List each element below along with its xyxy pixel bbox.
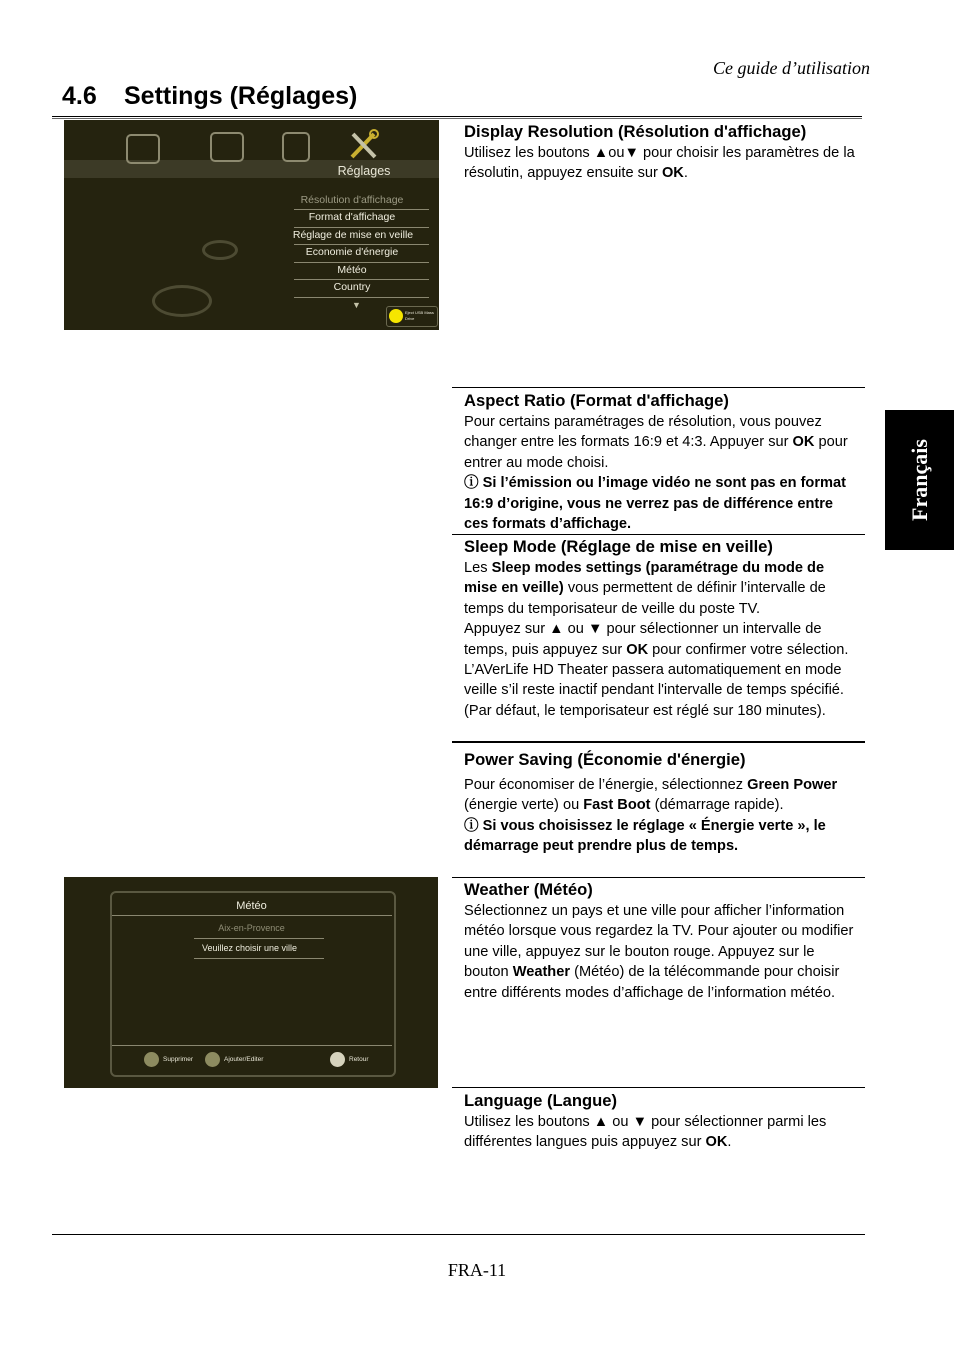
menu-item-sleep[interactable]: Réglage de mise en veille: [292, 229, 414, 241]
menu-divider: [294, 262, 429, 263]
tv-icon: [210, 132, 244, 162]
menu-divider: [294, 227, 429, 228]
menu-divider: [294, 209, 429, 210]
section-title: [62, 82, 357, 111]
section-rule: [452, 877, 865, 878]
aspect-ratio-note: ⓘ Si l’émission ou l’image vidéo ne sont pas en format 16:9 d’origine, vous ne verrez pas de différence entre ces formats d’affichage.: [464, 475, 846, 533]
language-text: Utilisez les boutons ▲ ou ▼ pour sélectionner parmi les différentes langues puis appuyez sur OK.: [464, 1114, 827, 1151]
weather-heading: Weather (Météo): [464, 880, 593, 899]
menu-item-resolution[interactable]: Résolution d'affichage: [300, 194, 404, 206]
weather-choose-city[interactable]: Veuillez choisir une ville: [202, 943, 298, 953]
back-button-icon[interactable]: [330, 1052, 345, 1067]
decorative-ring: [202, 240, 238, 260]
info-icon: ⓘ: [464, 475, 479, 492]
weather-section: [464, 879, 858, 1003]
aspect-ratio-section: [464, 390, 858, 534]
side-tab-label: Français: [906, 439, 932, 521]
eject-hint: [386, 306, 438, 327]
page-number: FRA-11: [447, 1260, 507, 1280]
menu-divider: [294, 297, 429, 298]
weather-panel-title: Météo: [236, 900, 267, 912]
sleep-mode-section: [464, 536, 858, 721]
sleep-mode-text-2: Appuyez sur ▲ ou ▼ pour sélectionner un intervalle de temps, puis appuyez sur OK pour confirmer votre sélection. L’AVerLife HD Theater passera automatiquement en mode veille s’il reste inactif pendant l'intervalle de temps spécifié. (Par défaut, le temporisateur est réglé sur 180 minutes).: [464, 621, 849, 719]
edit-button-icon[interactable]: [205, 1052, 220, 1067]
video-icon: [282, 132, 310, 162]
aspect-ratio-text: Pour certains paramétrages de résolution, vous pouvez changer entre les formats 16:9 et 4:3. Appuyer sur OK pour entrer au mode choisi.: [464, 414, 848, 471]
menu-divider: [294, 279, 429, 280]
down-arrow-icon: ▼: [624, 145, 639, 161]
language-section: [464, 1090, 858, 1153]
decorative-ring: [152, 285, 212, 317]
footer-divider: [112, 1045, 392, 1046]
info-icon: ⓘ: [464, 817, 479, 834]
guide-header: Ce guide d’utilisation: [713, 58, 870, 78]
section-number: 4.6: [62, 82, 97, 110]
aspect-ratio-heading: Aspect Ratio (Format d'affichage): [464, 391, 729, 410]
menu-item-aspect[interactable]: Format d'affichage: [308, 211, 396, 223]
power-saving-section: [464, 749, 858, 857]
up-arrow-icon: ▲: [593, 145, 609, 161]
section-rule: [452, 387, 865, 388]
list-divider: [194, 938, 324, 939]
title-divider: [112, 915, 392, 916]
power-saving-note: ⓘ Si vous choisissez le réglage « Énergie verte », le démarrage peut prendre plus de temps.: [464, 817, 826, 855]
menu-divider: [294, 244, 429, 245]
back-button-label: Retour: [349, 1056, 369, 1063]
menu-item-country[interactable]: Country: [333, 281, 371, 293]
photo-icon: [126, 134, 160, 164]
display-resolution-text: Utilisez les boutons ▲ou▼ pour choisir les paramètres de la résolutin, appuyez ensuite sur OK.: [464, 145, 855, 182]
list-divider: [194, 958, 324, 959]
scroll-down-icon: ▼: [352, 300, 361, 310]
settings-menu-screenshot: [64, 120, 439, 330]
section-title-text: Settings (Réglages): [124, 82, 358, 110]
section-rule: [452, 1087, 865, 1088]
power-saving-text: Pour économiser de l’énergie, sélectionnez Green Power (énergie verte) ou Fast Boot (démarrage rapide).: [464, 777, 838, 814]
delete-button-label: Supprimer: [163, 1056, 193, 1063]
language-heading: Language (Langue): [464, 1091, 618, 1110]
weather-panel: [110, 891, 396, 1077]
footer-rule: [52, 1234, 865, 1235]
display-resolution-heading: Display Resolution (Résolution d'affichage): [464, 122, 807, 141]
delete-button-icon[interactable]: [144, 1052, 159, 1067]
menu-item-weather[interactable]: Météo: [337, 264, 367, 276]
edit-button-label: Ajouter/Editer: [224, 1056, 264, 1063]
eject-hint-label: Eject USB Mass Drive: [405, 310, 434, 321]
title-rule-2: [52, 118, 862, 119]
display-resolution-section: [464, 121, 858, 184]
weather-text: Sélectionnez un pays et une ville pour afficher l’information météo lorsque vous regardez la TV. Pour ajouter ou modifier une ville, appuyez sur le bouton rouge. Appuyez sur le bouton Weather (Météo) de la télécommande pour choisir entre différents modes d’affichage de l’information météo.: [464, 903, 854, 1001]
weather-screenshot: [64, 877, 438, 1088]
weather-city[interactable]: Aix-en-Provence: [218, 923, 285, 933]
title-rule: [52, 116, 862, 117]
category-label: Réglages: [337, 164, 391, 178]
section-rule: [452, 741, 865, 743]
tools-icon: [347, 128, 381, 162]
menu-item-power[interactable]: Economie d'énergie: [305, 246, 399, 258]
power-saving-heading: Power Saving (Économie d'énergie): [464, 750, 746, 769]
sleep-mode-heading: Sleep Mode (Réglage de mise en veille): [464, 537, 773, 556]
yellow-button-icon: [389, 309, 403, 323]
language-side-tab: [885, 410, 954, 550]
sleep-mode-text: Les Sleep modes settings (paramétrage du mode de mise en veille) vous permettent de définir l’intervalle de temps du temporisateur de veille du poste TV.: [464, 560, 826, 617]
